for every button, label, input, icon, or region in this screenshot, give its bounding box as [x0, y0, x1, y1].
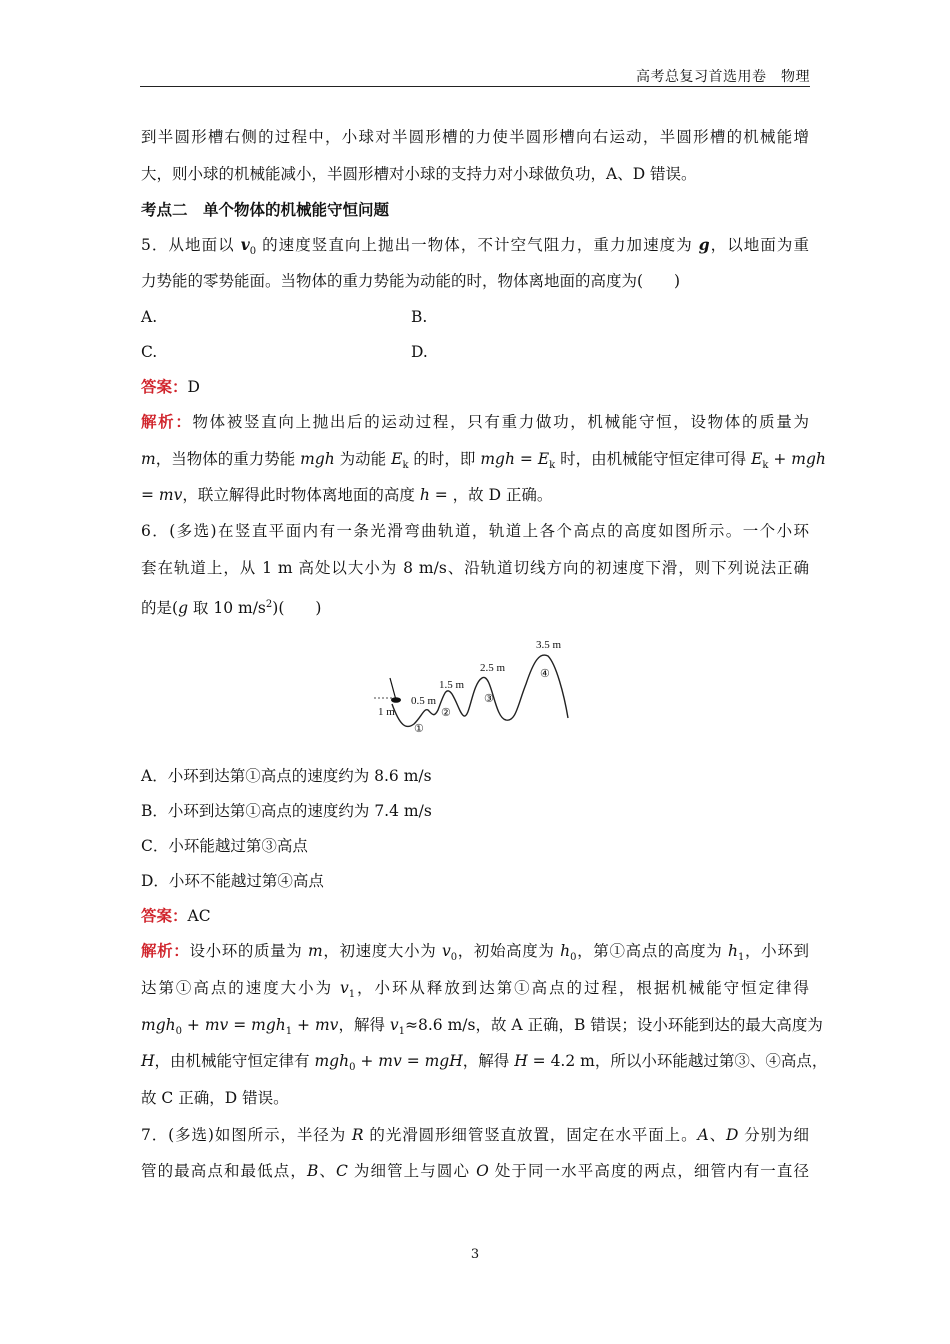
peak-marker-2: ②: [441, 707, 451, 719]
q6-explanation-line-2: 达第①高点的速度大小为 $v_1$，小环从释放到达第①高点的过程，根据机械能守恒定律得: [141, 979, 809, 1001]
height-label-3.5m: 3.5 m: [536, 639, 562, 651]
peak-marker-3: ③: [484, 693, 494, 705]
q6-explanation-line-4: H，由机械能守恒定律有 mgh$_0$ + mv = mgH，解得 H = 4.2 m，所以小环能越过第③、④高点，: [141, 1052, 828, 1074]
page-header: [140, 64, 810, 87]
q6-option-a: A．小环到达第①高点的速度约为 8.6 m/s: [141, 767, 432, 785]
continued-text-line-2: 大，则小球的机械能减小，半圆形槽对小球的支持力对小球做负功，A、D 错误。: [141, 165, 697, 183]
height-label-1m: 1 m: [378, 706, 395, 718]
q5-explanation-line-3: = mv，联立解得此时物体离地面的高度 h = ，故 D 正确。: [141, 486, 553, 504]
q6-line-2: 套在轨道上，从 1 m 高处以大小为 8 m/s、沿轨道切线方向的初速度下滑，则下列说法正确: [141, 559, 809, 577]
q6-option-d: D．小环不能越过第④高点: [141, 872, 324, 890]
q6-option-b: B．小环到达第①高点的速度约为 7.4 m/s: [141, 802, 432, 820]
page-number: 3: [470, 1247, 480, 1262]
track-figure: [370, 634, 580, 738]
q6-answer: 答案：AC: [141, 906, 211, 925]
header-title: 高考总复习首选用卷 物理: [636, 69, 810, 85]
q5-line-1: 5．从地面以 $v_0$ 的速度竖直向上抛出一物体，不计空气阻力，重力加速度为 g，以地面为重: [141, 235, 809, 258]
q5-explanation-line-1: 解析：物体被竖直向上抛出后的运动过程，只有重力做功，机械能守恒，设物体的质量为: [141, 412, 809, 431]
q6-explanation-line-5: 故 C 正确，D 错误。: [141, 1089, 289, 1107]
continued-text-line-1: 到半圆形槽右侧的过程中，小球对半圆形槽的力使半圆形槽向右运动，半圆形槽的机械能增: [141, 128, 809, 146]
q6-line-3: 的是(g 取 10 $m/s^2$)( ): [141, 599, 322, 618]
q6-option-c: C．小环能越过第③高点: [141, 837, 308, 855]
q5-option-d: D.: [411, 343, 428, 361]
peak-marker-1: ①: [414, 723, 424, 735]
q5-explanation-line-2: m，当物体的重力势能 mgh 为动能 $E_k$ 的时，即 mgh = $E_k$ 时，由机械能守恒定律可得 $E_k$ + mgh: [141, 450, 826, 472]
height-label-0.5m: 0.5 m: [411, 695, 437, 707]
ring-icon: [391, 697, 401, 703]
q5-option-a: A.: [141, 308, 158, 326]
peak-marker-4: ④: [540, 668, 550, 680]
q5-line-2: 力势能的零势能面。当物体的重力势能为动能的时，物体离地面的高度为( ): [141, 272, 681, 290]
height-label-1.5m: 1.5 m: [439, 679, 465, 691]
height-label-2.5m: 2.5 m: [480, 662, 506, 674]
q5-option-c: C.: [141, 343, 158, 361]
q5-option-b: B.: [411, 308, 428, 326]
section-title: 考点二 单个物体的机械能守恒问题: [141, 200, 390, 219]
q6-explanation-line-3: mgh$_0$ + mv = mgh$_1$ + mv，解得 $v_1\approx 8.6$ m/s，故 A 正确，B 错误；设小环能到达的最大高度为: [141, 1016, 823, 1038]
arrow-icon: [390, 678, 396, 700]
q6-explanation-line-1: 解析：设小环的质量为 m，初速度大小为 $v_0$，初始高度为 $h_0$，第①高点的高度为 $h_1$，小环到: [141, 941, 809, 964]
q7-line-2: 管的最高点和最低点，B、C 为细管上与圆心 O 处于同一水平高度的两点，细管内有一直径: [141, 1162, 809, 1180]
q5-answer: 答案：D: [141, 377, 200, 396]
q7-line-1: 7．(多选)如图所示，半径为 R 的光滑圆形细管竖直放置，固定在水平面上。A、D 分别为细: [141, 1126, 809, 1144]
q6-line-1: 6．(多选)在竖直平面内有一条光滑弯曲轨道，轨道上各个高点的高度如图所示。一个小环: [141, 522, 809, 540]
